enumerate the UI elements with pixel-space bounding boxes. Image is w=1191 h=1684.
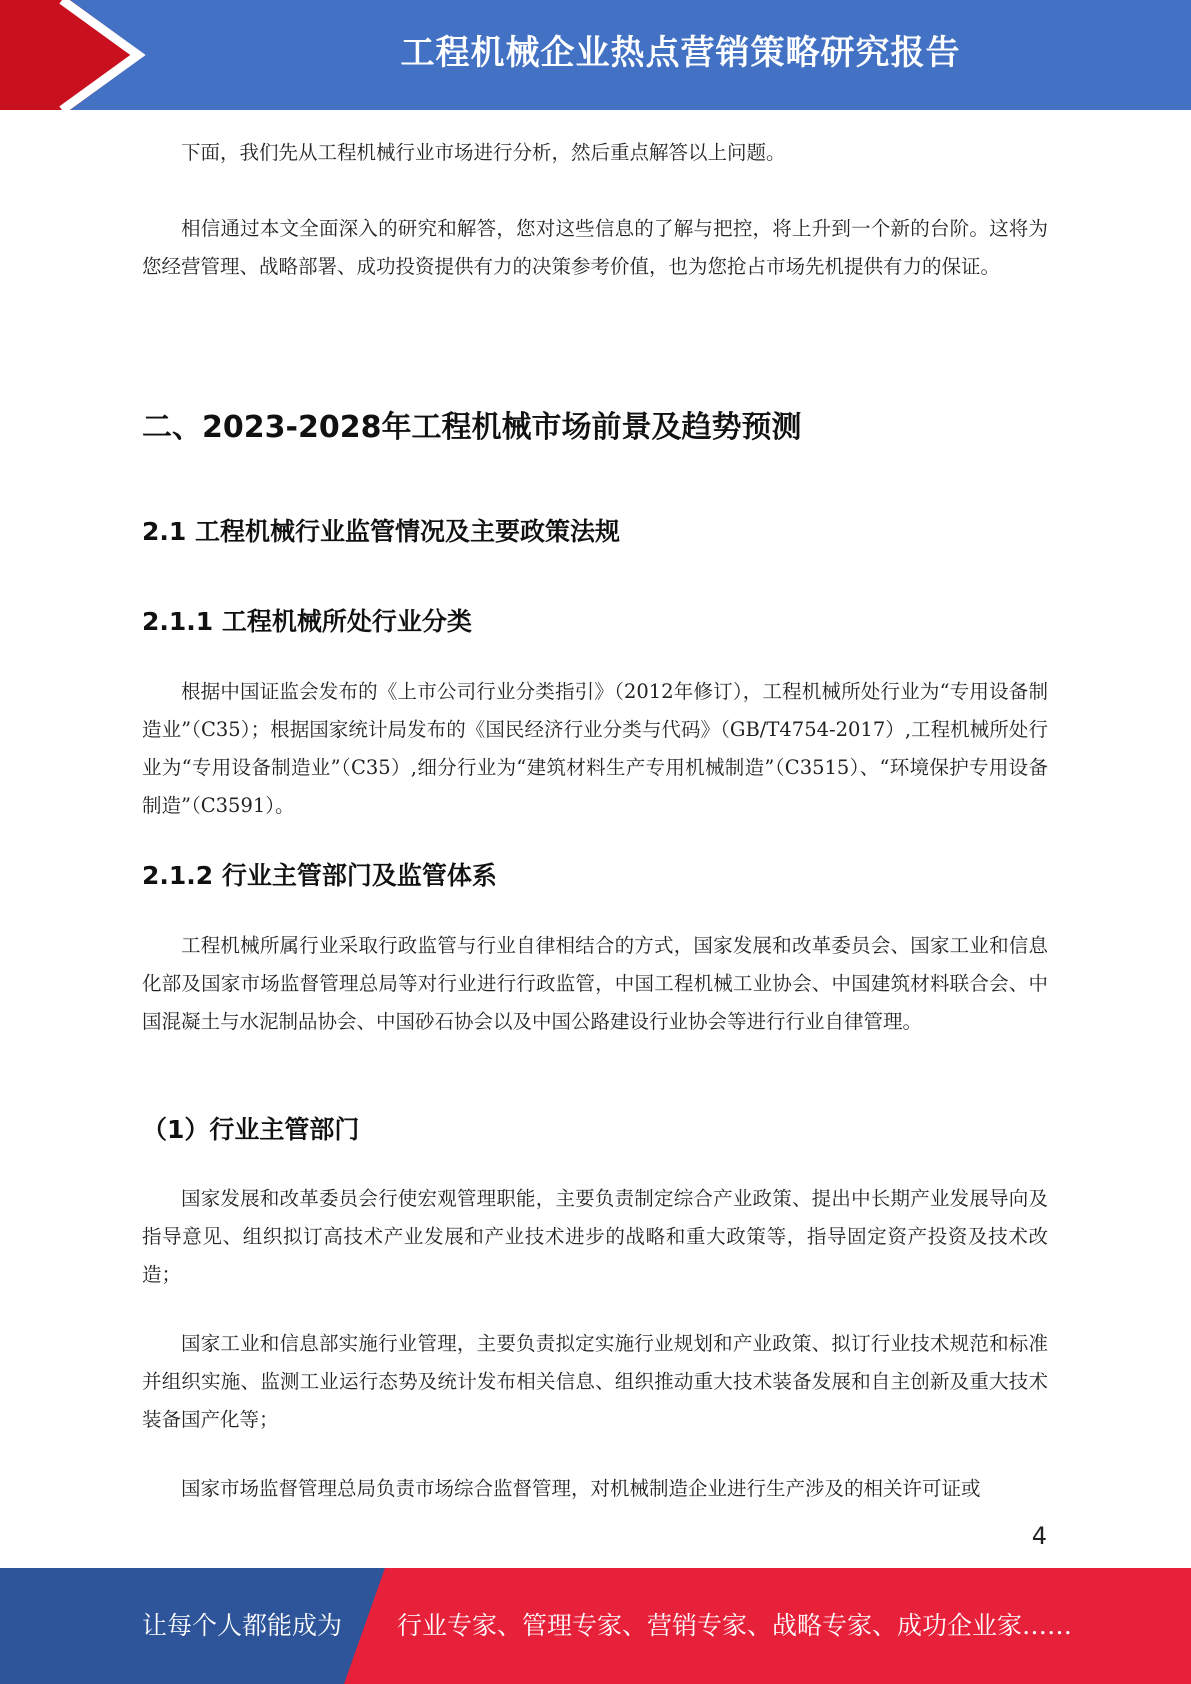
section-heading-2: 二、2023-2028年工程机械市场前景及趋势预测 bbox=[142, 410, 802, 445]
intro-paragraph-2: 相信通过本文全面深入的研究和解答，您对这些信息的了解与把控，将上升到一个新的台阶。这将为您经营管理、战略部署、成功投资提供有力的决策参考价值，也为您抢占市场先机提供有力的保证。 bbox=[142, 217, 1048, 278]
page-footer bbox=[0, 1568, 1191, 1684]
subheading-1: （1）行业主管部门 bbox=[142, 1115, 360, 1144]
paragraph-miit: 国家工业和信息部实施行业管理，主要负责拟定实施行业规划和产业政策、拟订行业技术规范和标准并组织实施、监测工业运行态势及统计发布相关信息、组织推动重大技术装备发展和自主创新及重大技术装备国产化等； bbox=[142, 1332, 1048, 1431]
section-heading-2-1: 2.1 工程机械行业监管情况及主要政策法规 bbox=[142, 517, 620, 546]
section-heading-2-1-1: 2.1.1 工程机械所处行业分类 bbox=[142, 607, 472, 636]
paragraph-2-1-2: 工程机械所属行业采取行政监管与行业自律相结合的方式，国家发展和改革委员会、国家工业和信息化部及国家市场监督管理总局等对行业进行行政监管，中国工程机械工业协会、中国建筑材料联合会、中国混凝土与水泥制品协会、中国砂石协会以及中国公路建设行业协会等进行行业自律管理。 bbox=[142, 934, 1048, 1033]
section-heading-2-1-2: 2.1.2 行业主管部门及监管体系 bbox=[142, 861, 497, 890]
footer-slogan-right: 行业专家、管理专家、营销专家、战略专家、成功企业家…… bbox=[397, 1611, 1073, 1640]
report-title: 工程机械企业热点营销策略研究报告 bbox=[400, 33, 961, 73]
paragraph-samr: 国家市场监督管理总局负责市场综合监督管理，对机械制造企业进行生产涉及的相关许可证或 bbox=[181, 1477, 981, 1500]
intro-paragraph-1: 下面，我们先从工程机械行业市场进行分析，然后重点解答以上问题。 bbox=[181, 141, 786, 164]
page-number: 4 bbox=[1031, 1522, 1047, 1550]
page-header bbox=[0, 0, 1191, 110]
footer-slogan-left: 让每个人都能成为 bbox=[142, 1611, 343, 1640]
paragraph-ndrc: 国家发展和改革委员会行使宏观管理职能，主要负责制定综合产业政策、提出中长期产业发展导向及指导意见、组织拟订高技术产业发展和产业技术进步的战略和重大政策等，指导固定资产投资及技术改造； bbox=[142, 1187, 1048, 1286]
paragraph-2-1-1: 根据中国证监会发布的《上市公司行业分类指引》（2012年修订），工程机械所处行业为“专用设备制造业”（C35）；根据国家统计局发布的《国民经济行业分类与代码》（GB/T4754-2017）,工程机械所处行业为“专用设备制造业”（C35）,细分行业为“建筑材料生产专用机械制造”（C3515）、“环境保护专用设备制造”（C3591）。 bbox=[142, 680, 1048, 817]
